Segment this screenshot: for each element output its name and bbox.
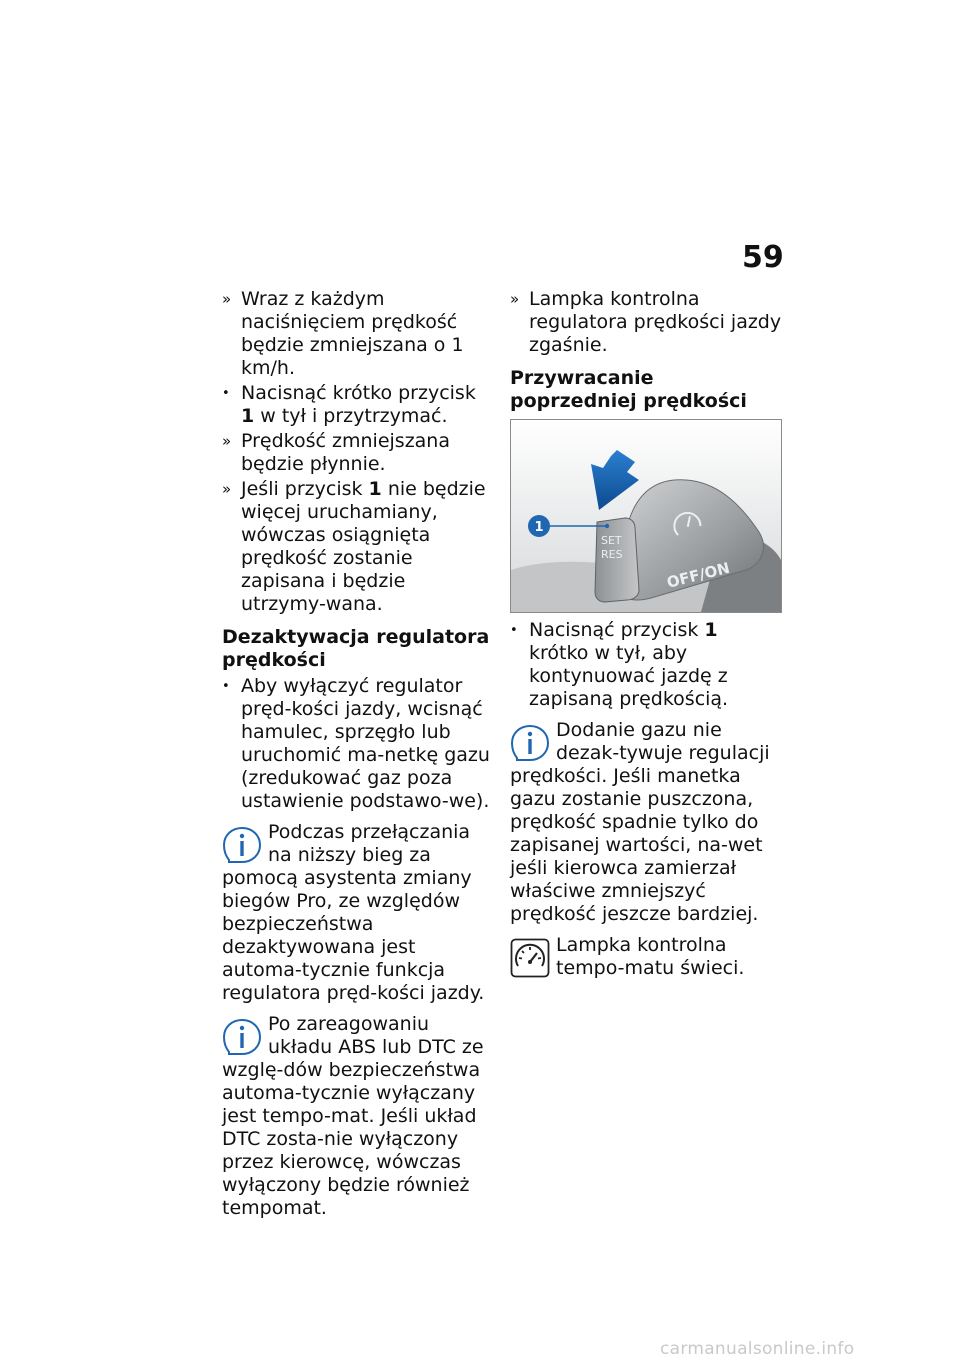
section-heading-deactivation: Dezaktywacja regulatora prędkości bbox=[222, 626, 490, 671]
instruction-text-start: Nacisnąć krótko przycisk bbox=[241, 382, 476, 404]
result-item-smooth-decrease bbox=[222, 430, 492, 476]
info-note-text: Po zareagowaniu układu ABS lub DTC ze wzglę-dów bezpieczeństwa automa-tycznie wyłączany jest tempo-mat. Jeśli układ DTC zosta-nie wyłączony przez kierowcę, wówczas wyłączony będzie również tempomat. bbox=[222, 1013, 484, 1219]
result-text-start: Jeśli przycisk bbox=[241, 478, 369, 500]
section-heading-restore: Przywracanie poprzedniej prędkości bbox=[510, 367, 747, 412]
result-item-speed-decrease bbox=[222, 288, 492, 380]
off-on-label: OFF/ON bbox=[665, 558, 732, 592]
info-note-abs-dtc bbox=[222, 1013, 492, 1220]
instruction-item-deactivate bbox=[222, 675, 492, 813]
result-item-indicator-off bbox=[510, 288, 782, 357]
info-note-gear-shift bbox=[222, 821, 492, 1005]
info-note-throttle bbox=[510, 719, 782, 926]
right-column bbox=[510, 288, 782, 982]
bullet-marker: • bbox=[510, 623, 518, 638]
instruction-text: Aby wyłączyć regulator pręd-kości jazdy, wcisnąć hamulec, sprzęgło lub uruchomić ma-netkę gazu (zredukować gaz poza ustawienie podstawo-we). bbox=[241, 675, 490, 812]
result-text: Prędkość zmniejszana będzie płynnie. bbox=[241, 430, 450, 475]
info-note-text: Podczas przełączania na niższy bieg za pomocą asystenta zmiany biegów Pro, ze względów bezpieczeństwa dezaktywowana jest automa-tycznie funkcja regulatora pręd-kości jazdy. bbox=[222, 821, 485, 1004]
instruction-text-start: Nacisnąć przycisk bbox=[529, 619, 705, 641]
indicator-note-cruise bbox=[510, 934, 782, 980]
instruction-item-resume bbox=[510, 619, 782, 711]
set-res-button-illustration bbox=[510, 419, 782, 613]
info-note-text: Dodanie gazu nie dezak-tywuje regulacji prędkości. Jeśli manetka gazu zostanie puszczona, prędkość spadnie tylko do zapisanej wartości, na-wet jeśli kierowca zamierzał właściwe zmniejszyć prędkość jeszcze bardziej. bbox=[510, 719, 770, 925]
button-reference: 1 bbox=[241, 405, 255, 427]
left-column bbox=[222, 288, 492, 1222]
result-marker: » bbox=[222, 432, 232, 450]
result-item-speed-saved bbox=[222, 478, 492, 616]
info-icon bbox=[222, 1017, 262, 1057]
button-reference: 1 bbox=[704, 619, 718, 641]
res-label: RES bbox=[601, 548, 623, 561]
callout-number: 1 bbox=[534, 520, 544, 535]
result-marker: » bbox=[222, 290, 232, 308]
instruction-text-end: w tył i przytrzymać. bbox=[254, 405, 448, 427]
result-text: Wraz z każdym naciśnięciem prędkość będzie zmniejszana o 1 km/h. bbox=[241, 288, 464, 379]
bullet-marker: • bbox=[222, 386, 230, 401]
footer-watermark: carmanualsonline.info bbox=[660, 1339, 855, 1359]
info-icon bbox=[222, 825, 262, 865]
bullet-marker: • bbox=[222, 679, 230, 694]
indicator-note-text: Lampka kontrolna tempo-matu świeci. bbox=[556, 934, 745, 979]
cruise-control-indicator-icon bbox=[510, 938, 550, 978]
set-label: SET bbox=[601, 534, 622, 547]
result-marker: » bbox=[222, 480, 232, 498]
info-icon bbox=[510, 723, 550, 763]
result-marker: » bbox=[510, 290, 520, 308]
result-text-end: nie będzie więcej uruchamiany, wówczas osiągnięta prędkość zostanie zapisana i będzie utrzymy-wana. bbox=[241, 478, 486, 615]
page-number: 59 bbox=[742, 240, 784, 275]
instruction-text-end: krótko w tył, aby kontynuować jazdę z zapisaną prędkością. bbox=[529, 642, 729, 710]
result-text: Lampka kontrolna regulatora prędkości jazdy zgaśnie. bbox=[529, 288, 782, 356]
button-reference: 1 bbox=[368, 478, 382, 500]
instruction-item-press-button bbox=[222, 382, 492, 428]
